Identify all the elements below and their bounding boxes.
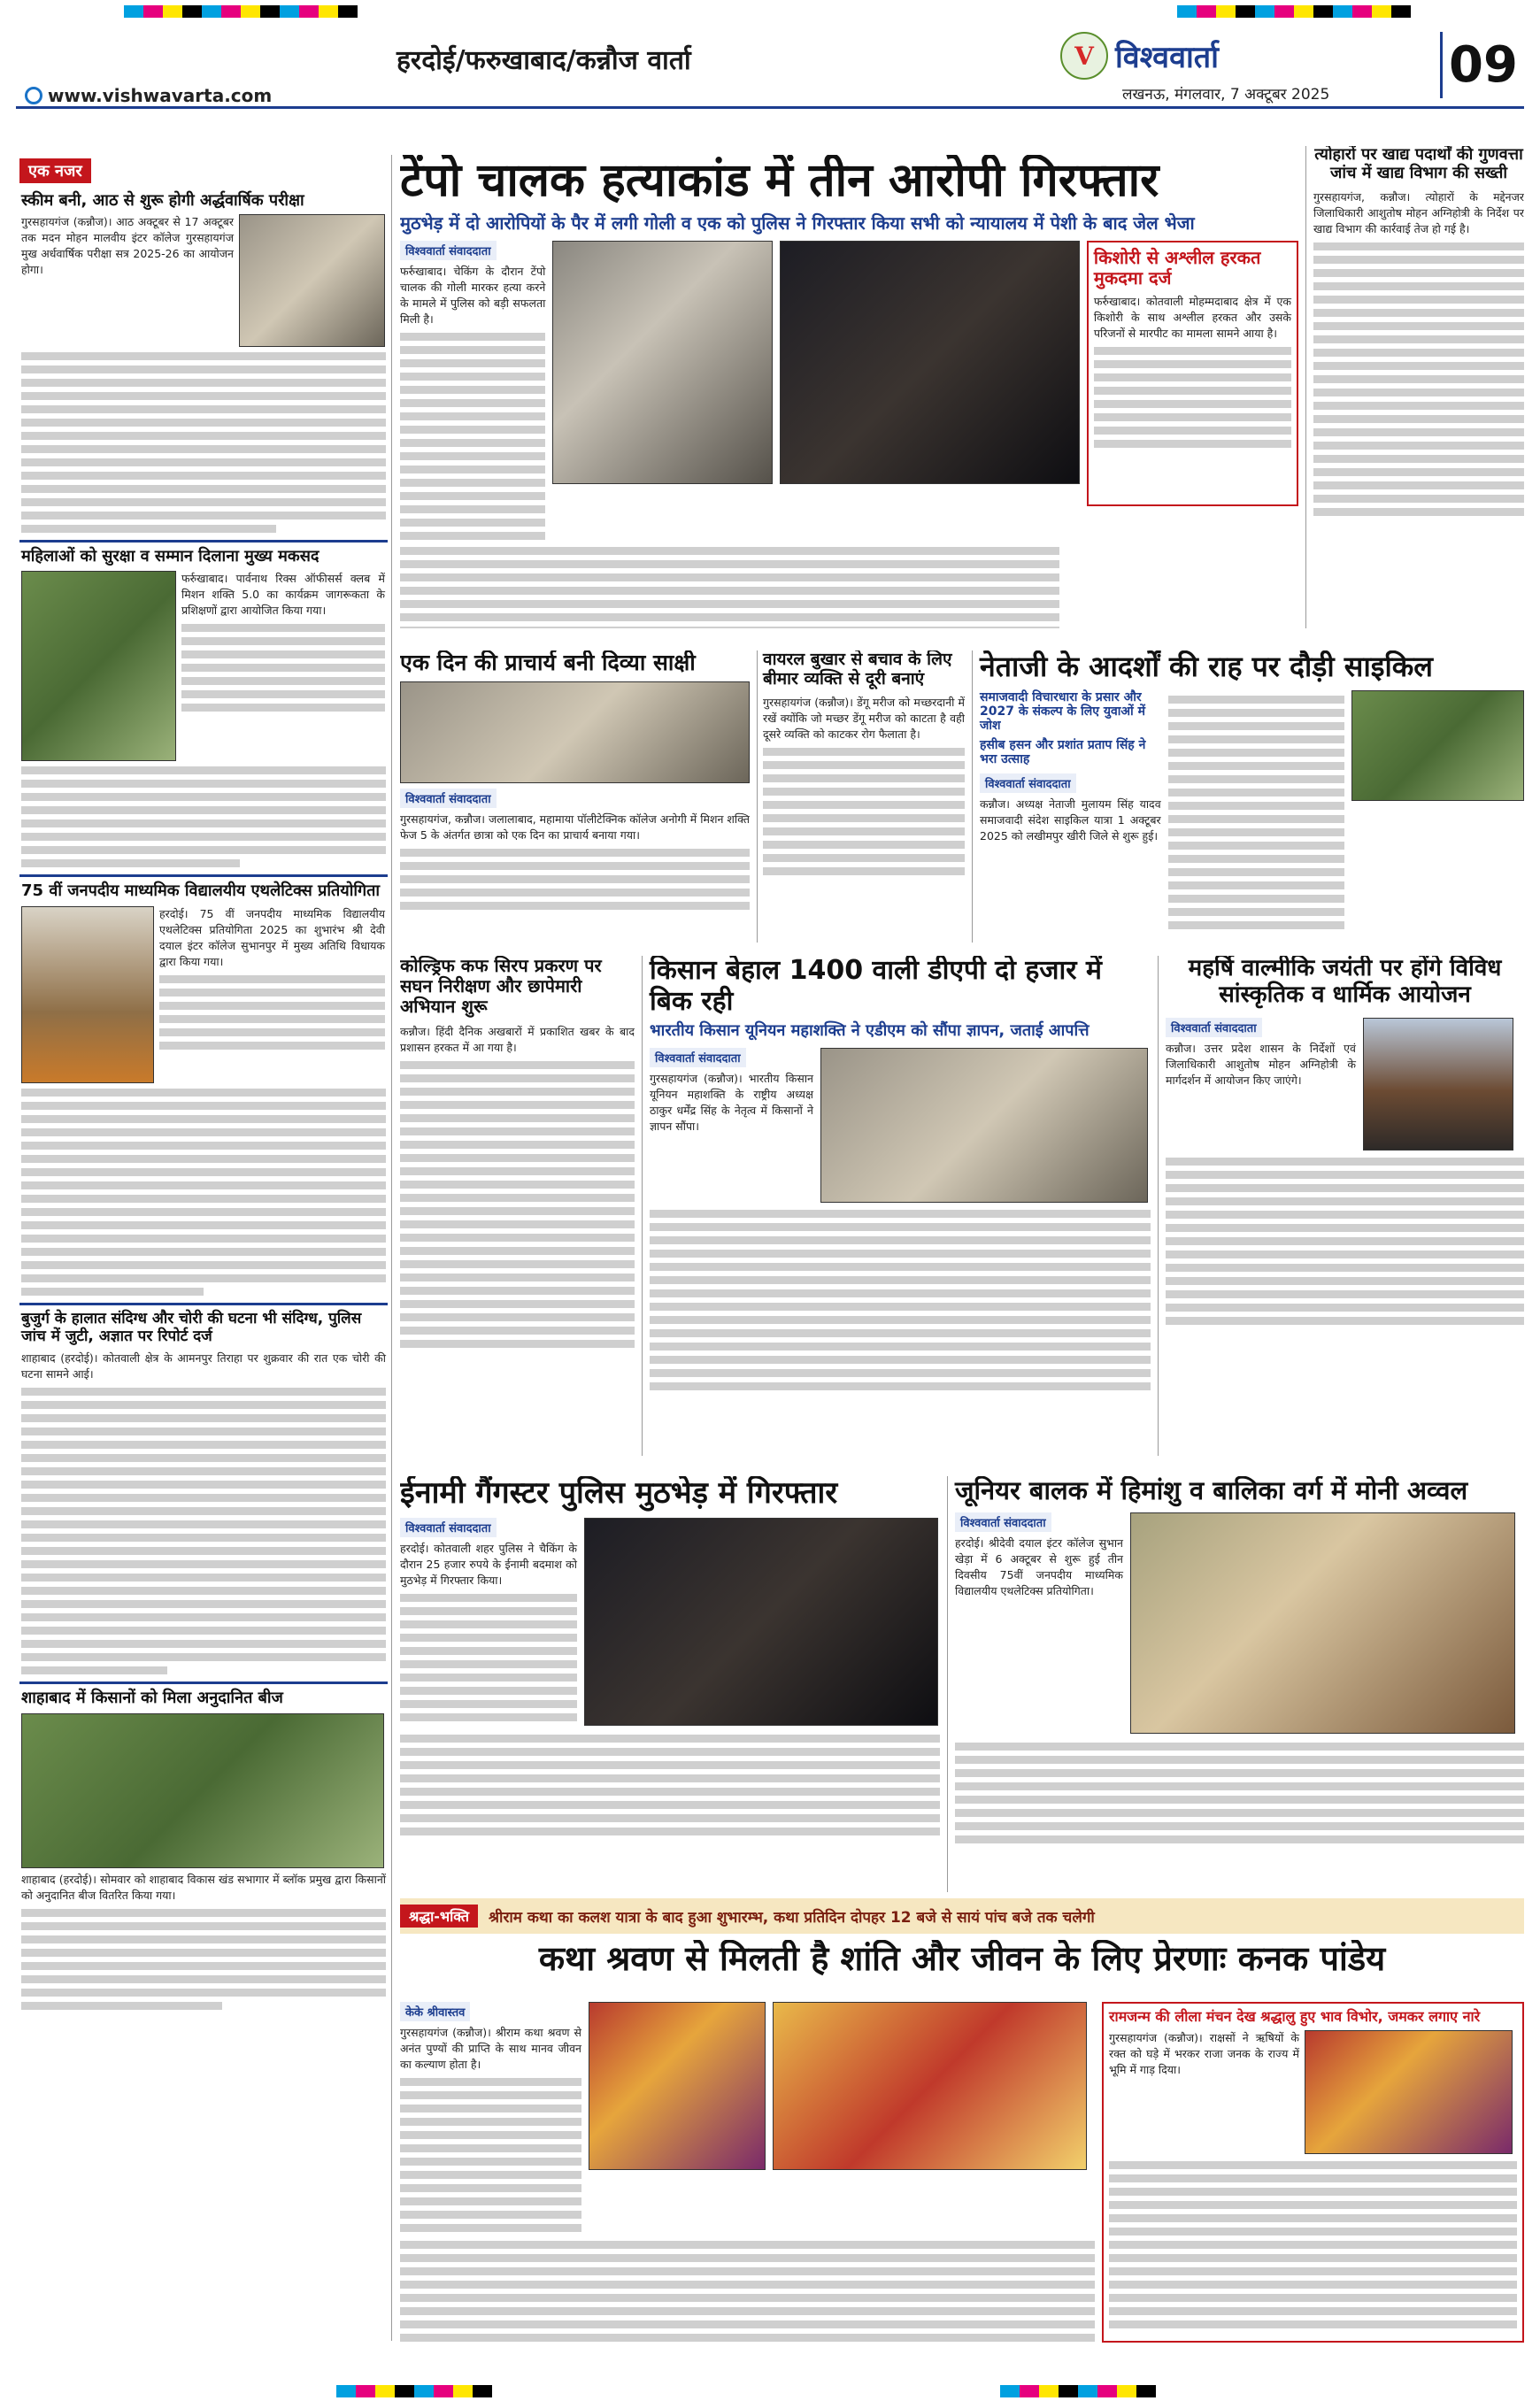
story1-photo — [239, 214, 385, 347]
valmiki-photo — [1363, 1018, 1513, 1150]
lead-byline: विश्ववार्ता संवाददाता — [400, 241, 497, 260]
sidebar-box — [1087, 241, 1298, 506]
masthead — [16, 25, 1524, 109]
sidebar-body: फर्रुखाबाद। कोतवाली मोहम्मदाबाद क्षेत्र में एक किशोरी के साथ अश्लील हरकत और उसके परिजनों से मारपीट का मामला सामने आया है। — [1093, 294, 1291, 340]
junior-body: हरदोई। श्रीदेवी दयाल इंटर कॉलेज सुभान खेड़ा में 6 अक्टूबर से शुरू हुई तीन दिवसीय 75वीं जनपदीय माध्यमिक विद्यालयीय एथलेटिक्स प्रतियोगिता। — [955, 1536, 1123, 1598]
story5-body: शाहाबाद (हरदोई)। सोमवार को शाहाबाद विकास खंड सभागार में ब्लॉक प्रमुख द्वारा किसानों को अनुदानित बीज वितरित किया गया। — [21, 1872, 386, 1902]
story-valmiki — [1158, 956, 1524, 1456]
registration-marks-bottom-right — [1000, 2385, 1156, 2397]
katha-title: कथा श्रवण से मिलती है शांति और जीवन के लिए प्रेरणाः कनक पांडेय — [538, 1940, 1386, 1978]
katha-photo-2 — [773, 2002, 1087, 2170]
right-top-story — [1305, 146, 1524, 628]
fever-title: वायरल बुखार से बचाव के लिए बीमार व्यक्ति से दूरी बनाएं — [763, 650, 952, 689]
story4-body: शाहाबाद (हरदोई)। कोतवाली क्षेत्र के आमनपुर तिराहा पर शुक्रवार की रात एक चोरी की घटना सामने आई। — [21, 1351, 386, 1381]
divya-byline: विश्ववार्ता संवाददाता — [400, 789, 497, 808]
left-column — [16, 155, 392, 2341]
story1-body: गुरसहायगंज (कन्नौज)। आठ अक्टूबर से 17 अक्टूबर तक मदन मोहन मालवीय इंटर कॉलेज गुरसहायगंज मुख अर्धवार्षिक परीक्षा सत्र 2025-26 का आयोजन होगा। — [21, 214, 234, 276]
story-netaji — [972, 650, 1524, 943]
website-link[interactable] — [25, 85, 272, 106]
netaji-body: कन्नौज। अध्यक्ष नेताजी मुलायम सिंह यादव समाजवादी संदेश साइकिल यात्रा 1 अक्टूबर 2025 को लखीमपुर खीरी जिले से शुरू हुई। — [980, 797, 1161, 843]
netaji-bullet-1: समाजवादी विचारधारा के प्रसार और 2027 के संकल्प के लिए युवाओं में जोश — [980, 689, 1145, 733]
dap-body: गुरसहायगंज (कन्नौज)। भारतीय किसान यूनियन महाशक्ति के राष्ट्रीय अध्यक्ष ठाकुर धर्मेंद्र सिंह के नेतृत्व में किसानों ने ज्ञापन सौंपा। — [650, 1071, 813, 1133]
lead-subtitle: मुठभेड़ में दो आरोपियों के पैर में लगी गोली व एक को पुलिस ने गिरफ्तार किया सभी को न्यायालय में पेशी के बाद जेल भेजा — [400, 212, 1195, 234]
story2-title: महिलाओं को सुरक्षा व सम्मान दिलाना मुख्य मकसद — [21, 546, 320, 566]
junior-photo — [1130, 1512, 1515, 1734]
section-title: हरदोई/फरुखाबाद/कन्नौज वार्ता — [397, 45, 691, 76]
divya-title: एक दिन की प्राचार्य बनी दिव्या साक्षी — [400, 650, 696, 675]
lead-photo-1 — [552, 241, 773, 484]
logo — [1060, 32, 1219, 80]
dap-byline: विश्ववार्ता संवाददाता — [650, 1048, 746, 1067]
katha-dateline: गुरसहायगंज (कन्नौज)। श्रीराम कथा श्रवण से अनंत पुण्यों की प्राप्ति के साथ मानव जीवन का कल्याण होता है। — [400, 2026, 581, 2071]
gangster-title: ईनामी गैंगस्टर पुलिस मुठभेड़ में गिरफ्तार — [400, 1476, 838, 1511]
valmiki-byline: विश्ववार्ता संवाददाता — [1166, 1018, 1262, 1037]
browser-icon — [25, 87, 42, 104]
story5-title: शाहाबाद में किसानों को मिला अनुदानित बीज — [21, 1689, 283, 1708]
dap-title: किसान बेहाल 1400 वाली डीएपी दो हजार में बिक रही — [650, 956, 1102, 1017]
divya-body: गुरसहायगंज, कन्नौज। जलालाबाद, महामाया पॉलीटेक्निक कॉलेज अनोगी में मिशन शक्ति फेज 5 के अंतर्गत छात्रा को एक दिन का प्राचार्य बनाया गया। — [400, 812, 750, 842]
story1-title: स्कीम बनी, आठ से शुरू होगी अर्द्धवार्षिक परीक्षा — [21, 191, 304, 210]
story-ramlila — [1102, 2002, 1524, 2343]
story-cough — [400, 956, 635, 1456]
sidebar-title: किशोरी से अश्लील हरकत मुकदमा दर्ज — [1093, 246, 1261, 289]
story2-photo — [21, 571, 176, 761]
bhakti-text: श्रीराम कथा का कलश यात्रा के बाद हुआ शुभारम्भ, कथा प्रतिदिन दोपहर 12 बजे से सायं पांच बजे तक चलेगी — [489, 1908, 1095, 1927]
story2-body: फर्रुखाबाद। पार्वनाथ रिक्स ऑफीसर्स क्लब में मिशन शक्ति 5.0 का कार्यक्रम जागरूकता के प्रशिक्षणों द्वारा आयोजित किया गया। — [181, 572, 385, 618]
katha-body — [400, 2002, 1095, 2343]
cough-title: कोल्ड्रिफ कफ सिरप प्रकरण पर सघन निरीक्षण और छापेमारी अभियान शुरू — [400, 956, 602, 1017]
registration-marks-top — [124, 5, 358, 18]
cough-body: कन्नौज। हिंदी दैनिक अखबारों में प्रकाशित खबर के बाद प्रशासन हरकत में आ गया है। — [400, 1025, 635, 1054]
valmiki-title: महर्षि वाल्मीकि जयंती पर होंगे विविध सांस्कृतिक व धार्मिक आयोजन — [1188, 956, 1502, 1008]
section-label: एक नजर — [19, 158, 91, 183]
lead-photo-2 — [780, 241, 1080, 484]
story-divya — [400, 650, 750, 943]
registration-marks-bottom — [336, 2385, 492, 2397]
fever-body: गुरसहायगंज (कन्नौज)। डेंगू मरीज को मच्छरदानी में रखें क्योंकि जो मच्छर डेंगू मरीज को काटता है वही दूसरे व्यक्ति को काटकर रोग फैलाता है। — [763, 695, 965, 741]
page-number: 09 — [1440, 32, 1524, 98]
story-junior — [947, 1476, 1524, 1892]
katha-byline: केके श्रीवास्तव — [400, 2002, 470, 2021]
dateline: लखनऊ, मंगलवार, 7 अक्टूबर 2025 — [1122, 86, 1330, 104]
right-top-body: गुरसहायगंज, कन्नौज। त्योहारों के मद्देनजर जिलाधिकारी आशुतोष मोहन अग्निहोत्री के निर्देश पर खाद्य विभाग की कार्रवाई तेज हो गई है। — [1313, 190, 1524, 236]
junior-byline: विश्ववार्ता संवाददाता — [955, 1512, 1051, 1532]
story-dap — [642, 956, 1151, 1456]
ramlila-title: रामजन्म की लीला मंचन देख श्रद्धालु हुए भाव विभोर, जमकर लगाए नारे — [1109, 2008, 1481, 2025]
gangster-photo — [584, 1518, 938, 1726]
story5-photo — [21, 1713, 384, 1868]
dap-photo — [820, 1048, 1148, 1203]
logo-icon: V — [1060, 32, 1108, 80]
lead-story — [400, 155, 1298, 628]
story-gangster — [400, 1476, 940, 1892]
ramlila-body: गुरसहायगंज (कन्नौज)। राक्षसों ने ऋषियों के रक्त को घड़े में भरकर राजा जनक के राज्य में भूमि में गाड़ दिया। — [1109, 2031, 1299, 2077]
gangster-byline: विश्ववार्ता संवाददाता — [400, 1518, 497, 1537]
ramlila-photo — [1305, 2030, 1513, 2154]
katha-photo-1 — [589, 2002, 766, 2170]
netaji-photo — [1351, 690, 1524, 801]
right-top-title: त्योहारों पर खाद्य पदार्थों की गुणवत्ता जांच में खाद्य विभाग की सख्ती — [1314, 146, 1523, 182]
lead-body: फर्रुखाबाद। चेकिंग के दौरान टेंपो चालक की गोली मारकर हत्या करने के मामले में पुलिस को बड़ी सफलता मिली है। — [400, 264, 546, 326]
registration-marks-top-right — [1177, 5, 1411, 18]
story-fever — [757, 650, 965, 943]
story3-photo — [21, 906, 154, 1083]
gangster-body: हरदोई। कोतवाली शहर पुलिस ने चैकिंग के दौरान 25 हजार रुपये के ईनामी बदमाश को मुठभेड़ में गिरफ्तार किया। — [400, 1542, 577, 1588]
bhakti-band — [400, 1898, 1524, 1934]
story-katha — [400, 1940, 1524, 1993]
dap-subtitle: भारतीय किसान यूनियन महाशक्ति ने एडीएम को सौंपा ज्ञापन, जताई आपत्ति — [650, 1021, 1090, 1040]
story3-body: हरदोई। 75 वीं जनपदीय माध्यमिक विद्यालयीय एथलेटिक्स प्रतियोगिता 2025 का शुभारंभ श्री देवी दयाल इंटर कॉलेज सुभानपुर में मुख्य अतिथि विधायक द्वारा किया गया। — [159, 907, 385, 969]
netaji-bullet-2: हसीब हसन और प्रशांत प्रताप सिंह ने भरा उत्साह — [980, 738, 1146, 767]
lead-title: टेंपो चालक हत्याकांड में तीन आरोपी गिरफ्तार — [400, 155, 1159, 207]
story3-title: 75 वीं जनपदीय माध्यमिक विद्यालयीय एथलेटिक्स प्रतियोगिता — [21, 881, 381, 901]
story1-text-lines — [21, 352, 386, 533]
story4-title: बुजुर्ग के हालात संदिग्ध और चोरी की घटना भी संदिग्ध, पुलिस जांच में जुटी, अज्ञात पर रिपोर्ट दर्ज — [21, 1310, 362, 1345]
website-text: www.vishwavarta.com — [48, 85, 273, 106]
netaji-title: नेताजी के आदर्शों की राह पर दौड़ी साइकिल — [980, 650, 1434, 683]
logo-name: विश्ववार्ता — [1115, 40, 1219, 75]
bhakti-label: श्रद्धा-भक्ति — [400, 1905, 478, 1928]
netaji-byline: विश्ववार्ता संवाददाता — [980, 773, 1076, 793]
junior-title: जूनियर बालक में हिमांशु व बालिका वर्ग में मोनी अव्वल — [955, 1476, 1468, 1505]
valmiki-body: कन्नौज। उत्तर प्रदेश शासन के निर्देशों एवं जिलाधिकारी आशुतोष मोहन अग्निहोत्री के मार्गदर्शन में आयोजन किए जाएंगे। — [1166, 1041, 1356, 1087]
divya-photo — [400, 681, 750, 783]
